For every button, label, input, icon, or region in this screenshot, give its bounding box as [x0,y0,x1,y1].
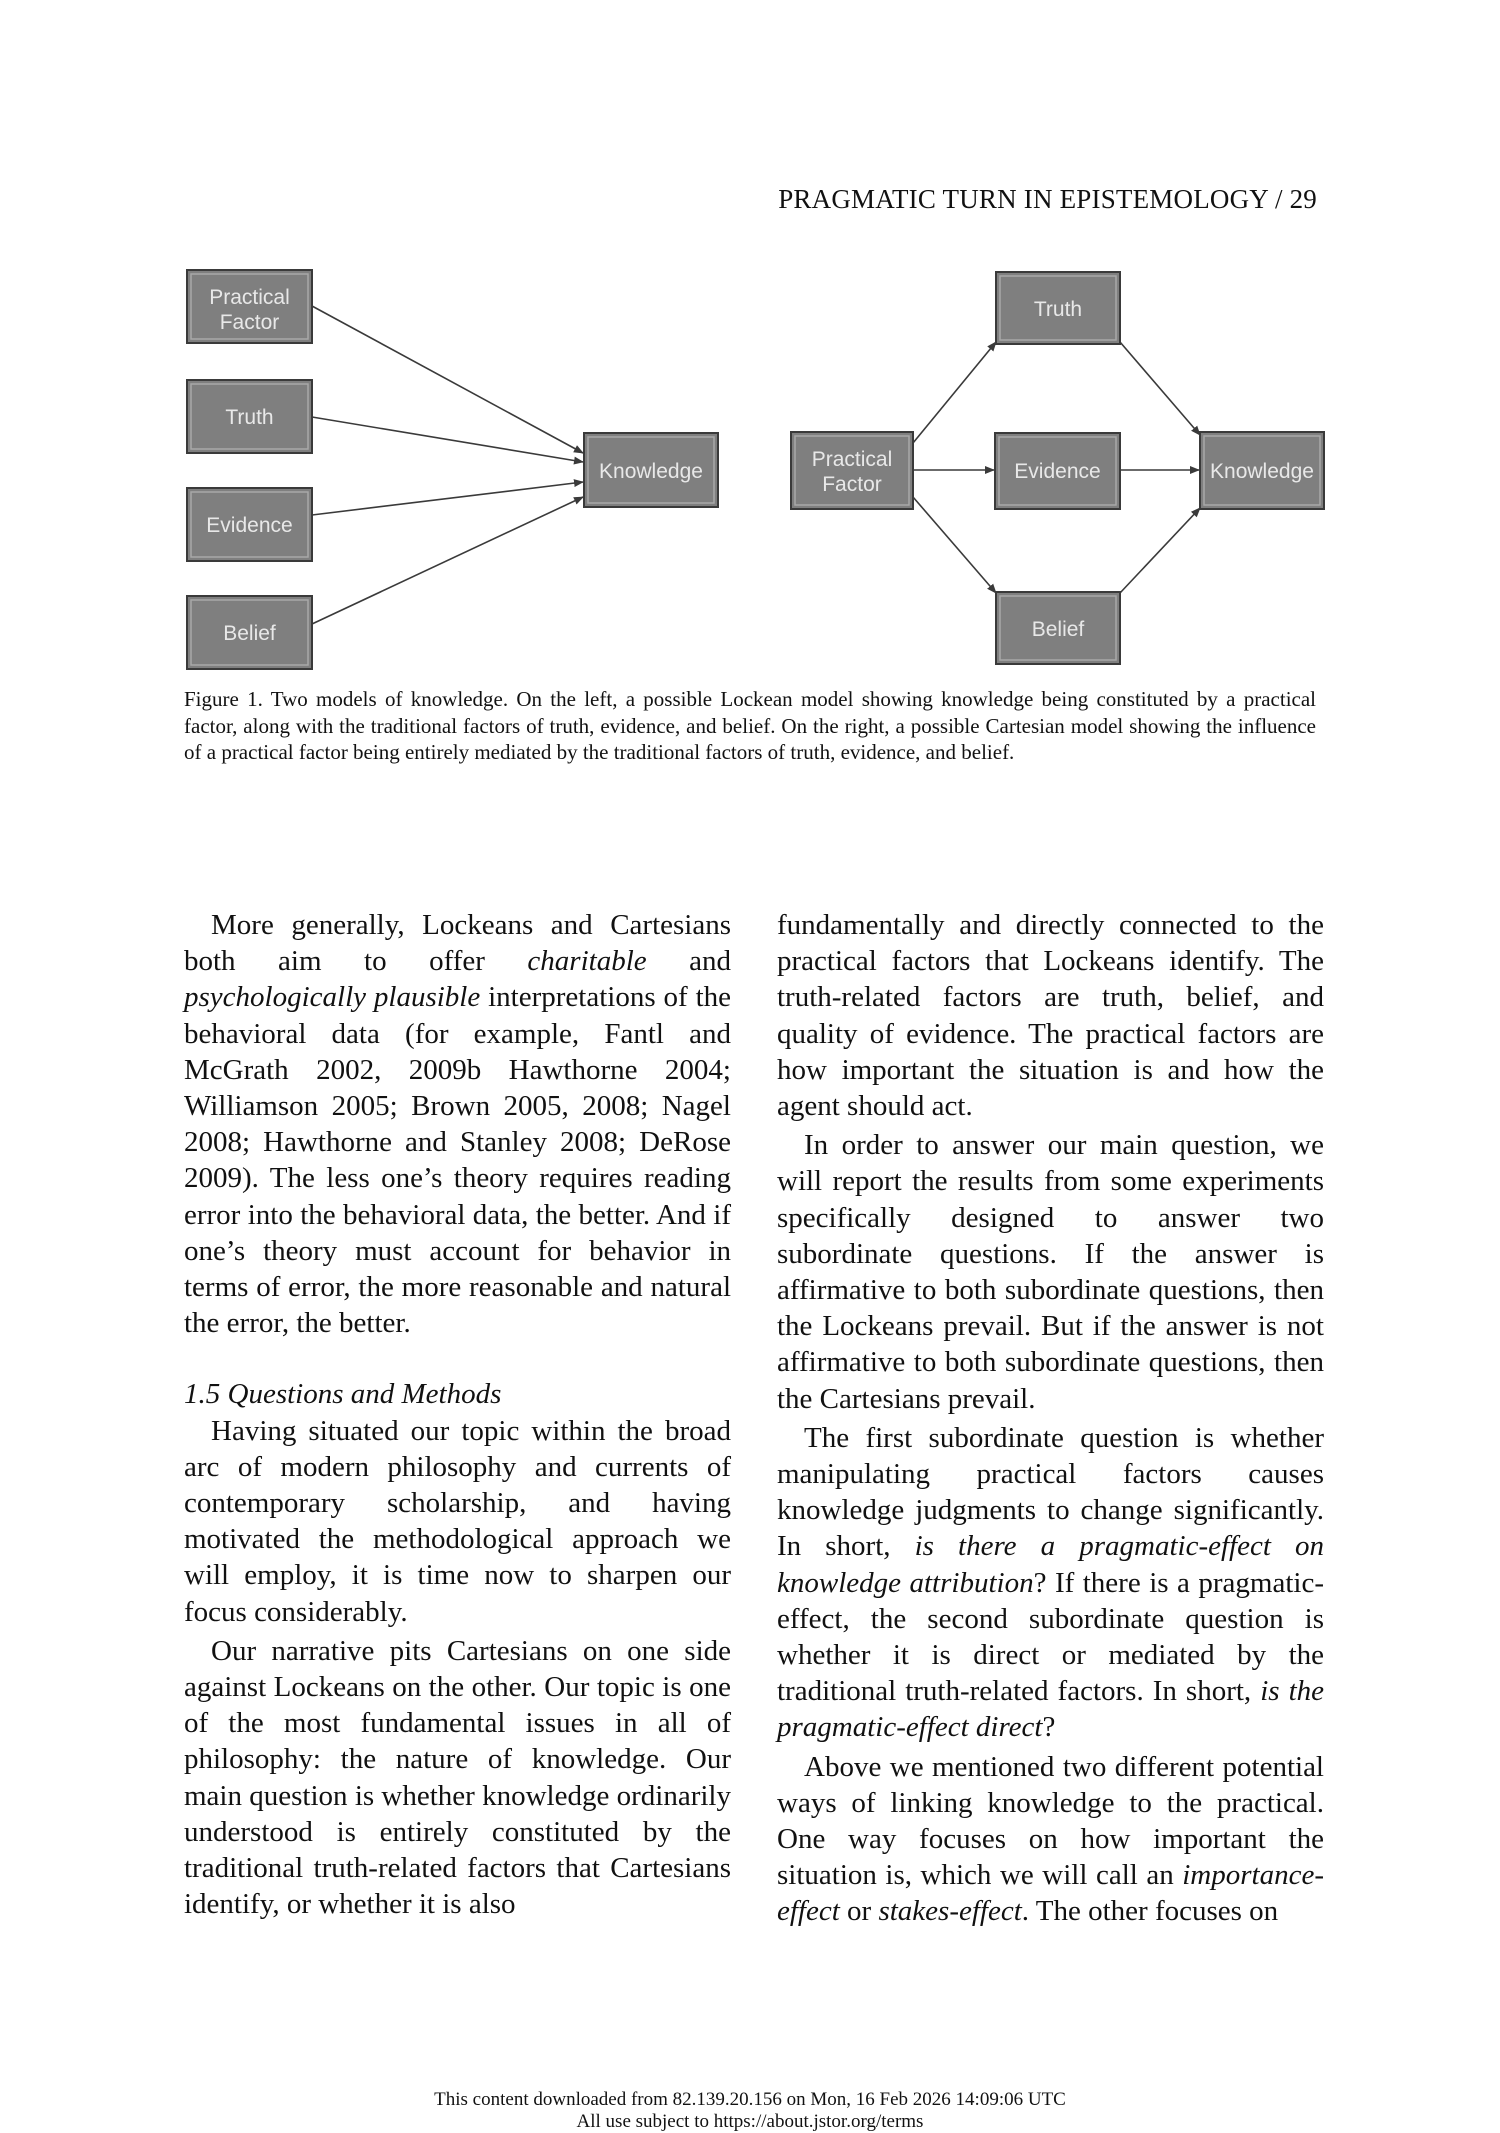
right-paragraph-4 [777,1749,1324,1930]
edge-practical-to-knowledge-left [312,306,583,453]
right-node-truth-label: Truth [1033,298,1083,321]
left-node-belief [187,596,312,669]
right-p3-emphasis-question-1: is there a pragmatic-effect on knowledge attribution [777,1530,1324,1599]
download-notice-line: This content downloaded from 82.139.20.156 on Mon, 16 Feb 2026 14:09:06 UTC [434,2089,1066,2110]
right-node-practical-factor-label-line1: Practical [811,448,893,471]
right-node-practical-factor-label-line2: Factor [822,473,882,496]
edge-belief-to-knowledge-right [1120,508,1200,593]
right-node-belief [996,592,1120,664]
edge-belief-to-knowledge-left [312,497,583,624]
right-node-practical-factor [791,432,913,509]
running-header: PRAGMATIC TURN IN EPISTEMOLOGY / 29 [778,184,1317,214]
left-node-truth-label: Truth [225,406,274,429]
left-node-practical-factor [187,270,312,343]
right-node-knowledge-label: Knowledge [1210,460,1314,483]
left-paragraph-2: Having situated our topic within the broad arc of modern philosophy and currents of contemporary scholarship, and having motivated the methodological approach we will employ, it is time now to sharpen our focus considerably. [184,1414,731,1628]
right-p4-text-b: or [839,1895,879,1928]
left-p1-emphasis-psychologically-plausible: psychologically plausible [184,981,481,1014]
right-node-belief-label: Belief [1031,618,1085,641]
right-node-truth [996,272,1120,344]
right-node-evidence-label: Evidence [1014,460,1101,483]
right-p4-emphasis-stakes-effect: stakes-effect [878,1895,1022,1928]
left-model-edges [312,306,583,624]
right-p4-text-c: . The other focuses on [1021,1895,1279,1928]
right-p3-text-c: ? [1042,1711,1056,1744]
right-paragraph-1: fundamentally and directly connected to the practical factors that Lockeans identify. The truth-related factors are truth, belief, and quality of evidence. The practical factors are how important the situation is and how the agent should act. [777,909,1324,1123]
left-paragraph-1 [184,907,731,1341]
download-notice-footer [0,2089,1500,2133]
left-text-column [184,907,731,1922]
left-p1-text-b: and [646,945,731,978]
right-node-evidence [995,433,1120,509]
left-node-knowledge [584,433,718,507]
right-text-column [777,907,1324,1930]
left-p1-emphasis-charitable: charitable [527,945,647,978]
right-p3-text-b: ? If there is a pragmatic-effect, the second subordinate question is whether it is direct or mediated by the traditional truth-related factors. In short, [777,1566,1324,1708]
right-p3-text-a: The first subordinate question is whether manipulating practical factors causes knowledge judgments to change significantly. In short, [777,1421,1324,1563]
terms-of-use-line[interactable]: All use subject to https://about.jstor.org/terms [576,2111,924,2132]
left-p1-text-c: interpretations of the behavioral data (for example, Fantl and McGrath 2002, 2009b Hawthorne 2004; Williamson 2005; Brown 2005, 2008; Nagel 2008; Hawthorne and Stanley 2008; DeRose 2009). The less one’s theory requires reading error into the behavioral data, the better. And if one’s theory must account for behavior in terms of error, the more reasonable and natural the error, the better. [184,981,731,1340]
right-paragraph-2: In order to answer our main question, we will report the results from some experiments specifically designed to answer two subordinate questions. If the answer is affirmative to both subordinate questions, then the Lockeans prevail. But if the answer is not affirmative to both subordinate questions, then the Cartesians prevail. [777,1129,1324,1415]
edge-truth-to-knowledge-right [1120,342,1200,435]
right-paragraph-3 [777,1420,1324,1746]
section-heading: 1.5 Questions and Methods [184,1378,502,1411]
left-node-truth [187,380,312,453]
left-node-practical-factor-label-line2: Factor [219,311,280,334]
right-node-knowledge [1200,432,1324,509]
left-p1-text-a: More generally, Lockeans and Cartesians both aim to offer [184,909,731,978]
left-node-belief-label: Belief [223,622,276,645]
left-node-evidence [187,488,312,561]
right-p4-emphasis-importance-effect: importance-effect [777,1859,1324,1928]
right-p4-text-a: Above we mentioned two different potential ways of linking knowledge to the practical. One way focuses on how important the situation is, which we will call an [777,1750,1324,1892]
figure-1-diagram [0,0,1500,700]
left-node-evidence-label: Evidence [206,514,293,537]
edge-practical-to-truth-right [913,342,996,443]
edge-truth-to-knowledge-left [312,417,583,462]
edge-evidence-to-knowledge-left [312,482,583,515]
left-node-practical-factor-label-line1: Practical [209,286,290,309]
right-p3-emphasis-question-2: is the pragmatic-effect direct [777,1675,1325,1744]
left-paragraph-3: Our narrative pits Cartesians on one side against Lockeans on the other. Our topic is one of the most fundamental issues in all of philosophy: the nature of knowledge. Our main question is whether knowledge ordinarily understood is entirely constituted by the traditional truth-related factors that Cartesians identify, or whether it is also [184,1634,731,1921]
edge-practical-to-belief-right [913,497,996,593]
left-node-knowledge-label: Knowledge [599,460,703,483]
figure-caption: Figure 1. Two models of knowledge. On the left, a possible Lockean model showing knowledge being constituted by a practical factor, along with the traditional factors of truth, evidence, and belief. On the right, a possible Cartesian model showing the influence of a practical factor being entirely mediated by the traditional factors of truth, evidence, and belief. [184,687,1316,764]
